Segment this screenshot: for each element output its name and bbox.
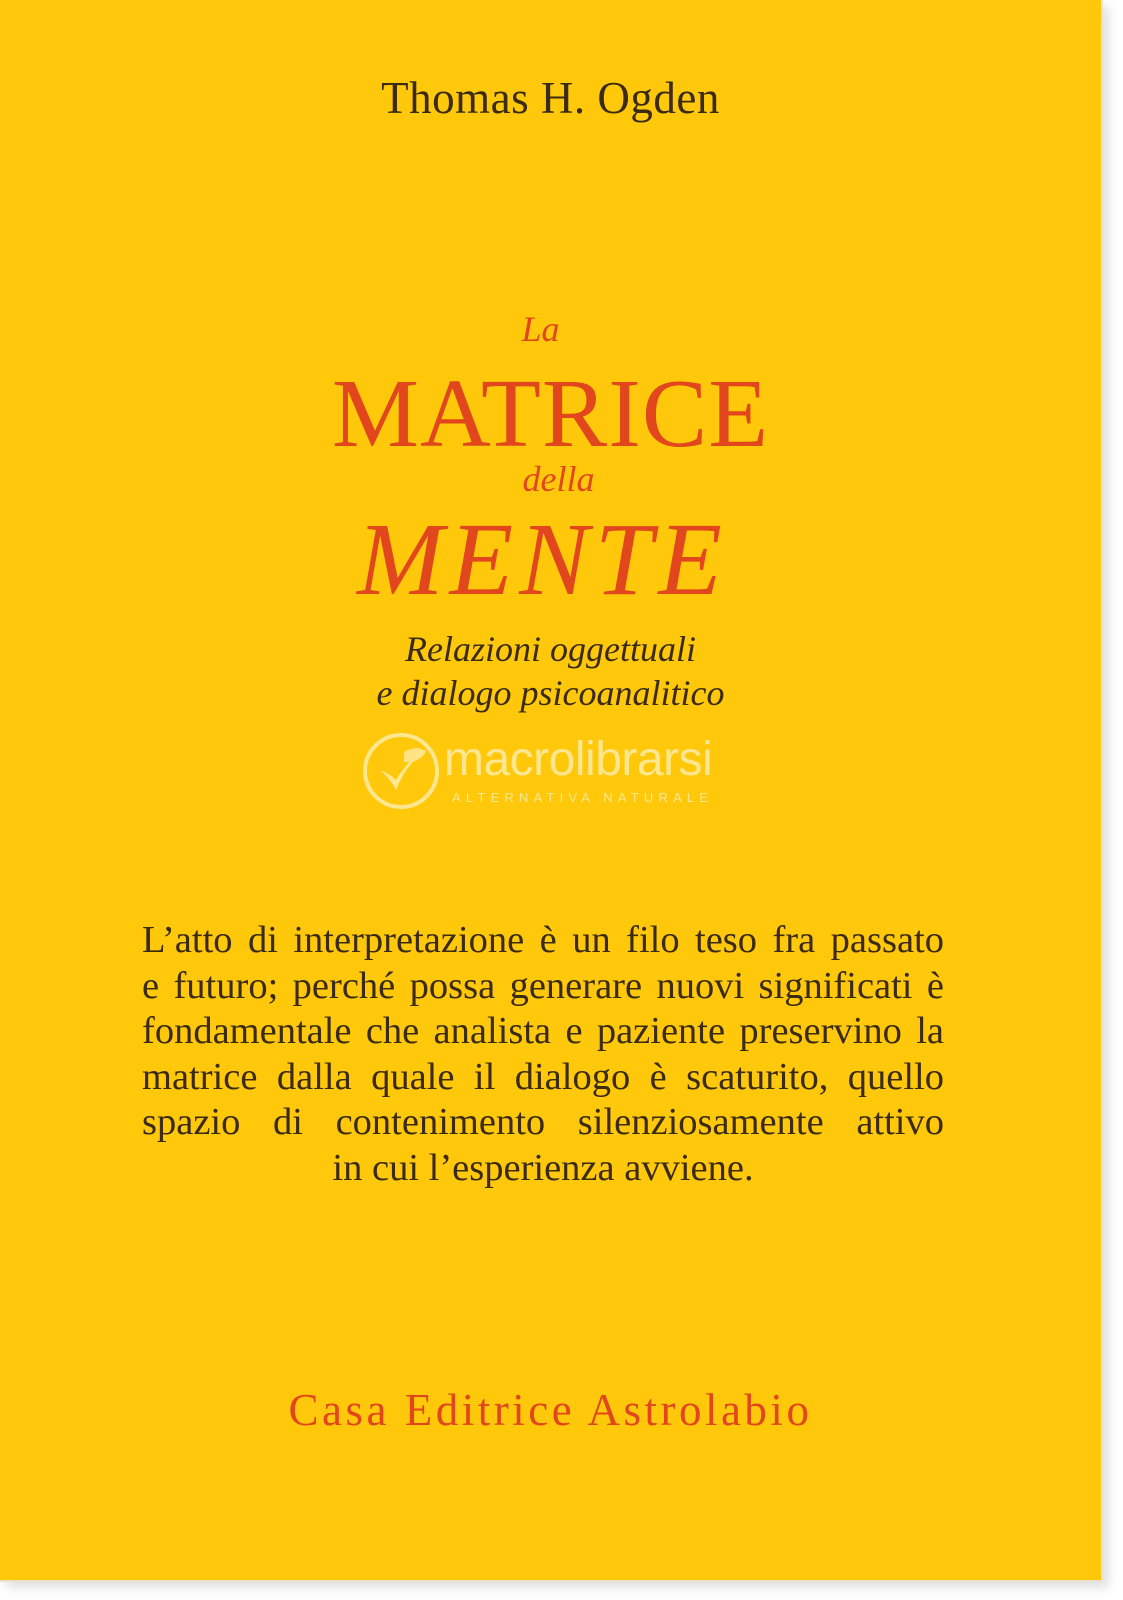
publisher-name: Casa Editrice Astrolabio [288,1385,813,1435]
subtitle-line-2: e dialogo psicoanalitico [376,673,725,713]
blurb-line: fondamentale che analista e paziente preservino la [142,1010,944,1052]
title-article: La [521,309,560,349]
blurb-line: matrice dalla quale il dialogo è scaturito, quello [142,1055,944,1098]
title-mente: MENTE [357,502,728,617]
subtitle-line-1: Relazioni oggettuali [405,629,696,669]
watermark-tagline: ALTERNATIVA NATURALE [452,790,714,805]
blurb-line: spazio di contenimento silenziosamente attivo [142,1101,944,1143]
blurb-line: e futuro; perché possa generare nuovi significati è [142,964,944,1007]
watermark [360,728,760,818]
leaf-check-logo-icon [360,730,442,812]
back-blurb [142,918,944,1191]
blurb-line: L’atto di interpretazione è un filo teso fra passato [142,919,944,961]
title-matrice: MATRICE [331,360,770,468]
blurb-line: in cui l’esperienza avviene. [332,1146,754,1189]
watermark-name: macrolibrarsi [444,733,713,786]
author-name: Thomas H. Ogden [381,73,720,123]
title-della: della [522,459,595,499]
